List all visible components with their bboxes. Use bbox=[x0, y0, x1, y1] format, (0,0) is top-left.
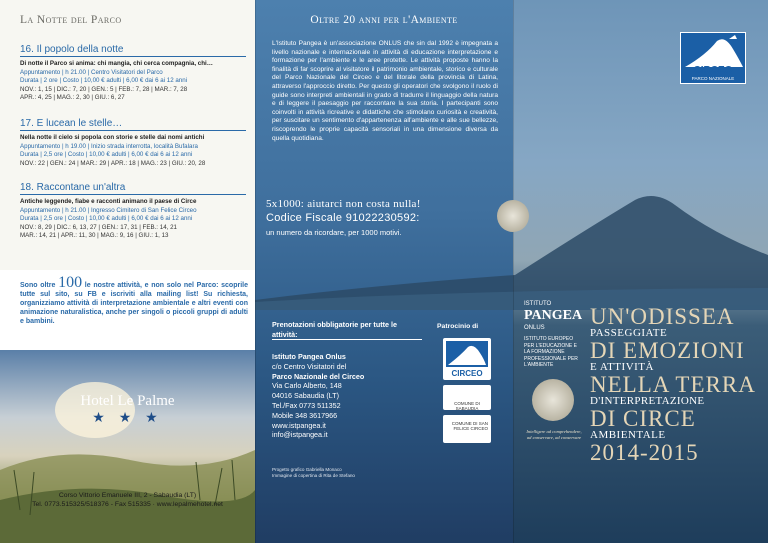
promo-text bbox=[20, 274, 248, 326]
fold-line bbox=[255, 0, 256, 543]
title-line-5: NELLA TERRA bbox=[590, 372, 756, 397]
institute-desc: ISTITUTO EUROPEO PER L'EDUCAZIONE E LA FORMAZIONE PROFESSIONALE PER L'AMBIENTE bbox=[524, 336, 578, 368]
event-line: APR.: 4, 25 | MAG.: 2, 30 | GIU.: 6, 27 bbox=[20, 94, 125, 102]
event-title: 18. Raccontane un'altra bbox=[20, 182, 246, 195]
event-line: NOV.: 22 | GEN.: 24 | MAR.: 29 | APR.: 18 | MAG.: 23 | GIU.: 20, 28 bbox=[20, 159, 206, 167]
motto: Intelligere ad comprehendere, ad conservare, ad conservare bbox=[526, 428, 582, 440]
title-line-8: AMBIENTALE bbox=[590, 429, 666, 441]
event-line: Appuntamento | h 21.00 | Centro Visitatori del Parco bbox=[20, 68, 163, 76]
pangea-label: PANGEA bbox=[524, 308, 583, 323]
contact-telfax: Tel./Fax 0773 511352 bbox=[272, 400, 341, 410]
mountain-icon bbox=[446, 341, 488, 367]
credit-photo: Immagine di copertina di Rita de Stefano bbox=[272, 473, 355, 478]
contact-city: 04016 Sabaudia (LT) bbox=[272, 391, 339, 401]
title-line-7: DI CIRCE bbox=[590, 406, 696, 431]
fossil-shell-icon bbox=[497, 200, 529, 232]
event-16 bbox=[20, 44, 246, 103]
hotel-name: Hotel Le Palme bbox=[80, 393, 175, 409]
event-title: 17. E lucean le stelle… bbox=[20, 118, 246, 131]
pangea-header: Oltre 20 anni per l'Ambiente bbox=[310, 14, 458, 26]
hotel-address: Corso Vittorio Emanuele III, 2 - Sabaudia (LT) bbox=[58, 492, 197, 499]
booking-label: Prenotazioni obbligatorie per tutte le attività: bbox=[272, 320, 422, 340]
night-events-header: La Notte del Parco bbox=[20, 14, 122, 26]
patron-circeo-name: CIRCEO bbox=[451, 369, 483, 378]
ammonite-icon bbox=[532, 379, 574, 421]
title-line-2: PASSEGGIATE bbox=[590, 327, 668, 339]
mountain-icon bbox=[681, 33, 745, 67]
park-logo-sub: PARCO NAZIONALE bbox=[683, 76, 743, 82]
patron-sabaudia-name: COMUNE DI SABAUDIA bbox=[454, 401, 480, 411]
onlus-label: ONLUS bbox=[524, 325, 545, 331]
event-line: NOV.: 8, 29 | DIC.: 6, 13, 27 | GEN.: 17, 31 | FEB.: 14, 21 bbox=[20, 223, 177, 231]
contact-email[interactable]: info@istpangea.it bbox=[272, 430, 328, 440]
promo-prefix: Sono oltre bbox=[20, 282, 59, 289]
event-18 bbox=[20, 182, 246, 241]
event-line: Durata | 2 ore | Costo | 10,00 € adulti | 6,00 € dai 6 ai 12 anni bbox=[20, 77, 188, 85]
event-title: 16. Il popolo della notte bbox=[20, 44, 246, 57]
park-logo-name: CIRCEO bbox=[693, 65, 733, 76]
event-subtitle: Di notte il Parco si anima: chi mangia, chi cerca compagnia, chi… bbox=[20, 60, 213, 67]
patronage-label: Patrocinio di bbox=[437, 323, 479, 330]
event-17 bbox=[20, 118, 246, 168]
event-line: MAR.: 14, 21 | APR.: 11, 30 | MAG.: 9, 16 | GIU.: 1, 13 bbox=[20, 232, 169, 240]
title-line-9: 2014-2015 bbox=[590, 440, 699, 465]
credit-design: Progetto grafico Gabriella Monaco bbox=[272, 467, 342, 472]
donate-note: un numero da ricordare, per 1000 motivi. bbox=[266, 228, 402, 237]
title-line-3: DI EMOZIONI bbox=[590, 338, 745, 363]
contact-care-of: c/o Centro Visitatori del bbox=[272, 361, 347, 371]
donate-title: 5x1000: aiutarci non costa nulla! bbox=[266, 198, 421, 210]
credits bbox=[272, 467, 355, 479]
patron-circeo-logo bbox=[443, 338, 491, 380]
event-line: Appuntamento | h 21.00 | Ingresso Cimitero di San Felice Circeo bbox=[20, 206, 197, 214]
fold-line bbox=[513, 0, 514, 543]
title-line-1: UN'ODISSEA bbox=[590, 304, 735, 329]
promo-number: 100 bbox=[58, 274, 83, 291]
event-subtitle: Antiche leggende, fiabe e racconti animano il paese di Circe bbox=[20, 198, 197, 205]
patron-sanfelice-name: COMUNE DI SAN FELICE CIRCEO bbox=[451, 421, 488, 431]
hotel-contacts: Tel. 0773.515325/518376 - Fax 515335 · www.lepalmehotel.net bbox=[32, 501, 223, 508]
event-line: Durata | 2,5 ore | Costo | 10,00 € adulti | 6,00 € dai 6 ai 12 anni bbox=[20, 215, 193, 223]
contact-park: Parco Nazionale del Circeo bbox=[272, 371, 365, 381]
pangea-intro: L'Istituto Pangea è un'associazione ONLUS che sin dal 1992 è impegnata a livello nazionale e internazionale in attività di educazione interpretazione e formazione per l'ambiente e le aree protette. Le attività proposte hanno la finalità di far scoprire al visitatore il patrimonio ambientale, storico e culturale del Parco Nazionale del Circeo e del litorale della provincia di Latina, attraverso l'approccio diretto. Per questo gli operatori che svolgono il ruolo di guide sono interpreti ambientali in grado di tradurre il linguaggio della natura e di leggere il paesaggio per raccontare la sua storia. I partecipanti sono coinvolti in attività ricreative e didattiche che stimolano curiosità e creatività, per suscitare un sentimento d'appartenenza all'ambiente e alle sue bellezze, riscoprendo le proprie capacità sensoriali in una dimensione diversa da quella quotidiana. bbox=[272, 40, 498, 142]
promo-body: le nostre attività, e non solo nel Parco: scoprile tutte sul sito, su FB e iscriviti alla mailing list! Su richiesta, organizziamo attività di interpretazione ambientale e altri eventi con animazione naturalistica, anche per singoli o piccoli gruppi di adulti e bambini. bbox=[20, 282, 248, 325]
patron-sabaudia-logo bbox=[443, 385, 491, 410]
title-line-6: D'INTERPRETAZIONE bbox=[590, 395, 705, 407]
event-line: NOV.: 1, 15 | DIC.: 7, 20 | GEN.: 5 | FEB.: 7, 28 | MAR.: 7, 28 bbox=[20, 85, 188, 93]
contact-org: Istituto Pangea Onlus bbox=[272, 352, 346, 361]
fiscal-code: Codice Fiscale 91022230592: bbox=[266, 212, 420, 224]
contact-web[interactable]: www.istpangea.it bbox=[272, 420, 326, 430]
event-line: Durata | 2,5 ore | Costo | 10,00 € adulti | 6,00 € dai 6 ai 12 anni bbox=[20, 151, 193, 159]
dunes-graphic bbox=[0, 350, 255, 543]
contact-street: Via Carlo Alberto, 148 bbox=[272, 381, 342, 391]
istituto-label: ISTITUTO bbox=[524, 301, 552, 307]
event-subtitle: Nella notte il cielo si popola con storie e stelle dai nomi antichi bbox=[20, 134, 205, 141]
hotel-stars: ★ ★ ★ bbox=[92, 409, 163, 425]
park-logo-text bbox=[683, 65, 743, 82]
pangea-logo-column bbox=[524, 300, 584, 495]
hotel-ad-image bbox=[0, 350, 255, 543]
patron-sanfelice-logo bbox=[443, 415, 491, 443]
event-line: Appuntamento | h 19.00 | Inizio strada interrotta, località Bufalara bbox=[20, 142, 198, 150]
contact-block bbox=[272, 352, 364, 440]
hotel-address-block bbox=[0, 491, 255, 509]
contact-mobile: Mobile 348 3617966 bbox=[272, 410, 338, 420]
title-line-4: E ATTIVITÀ bbox=[590, 361, 654, 373]
